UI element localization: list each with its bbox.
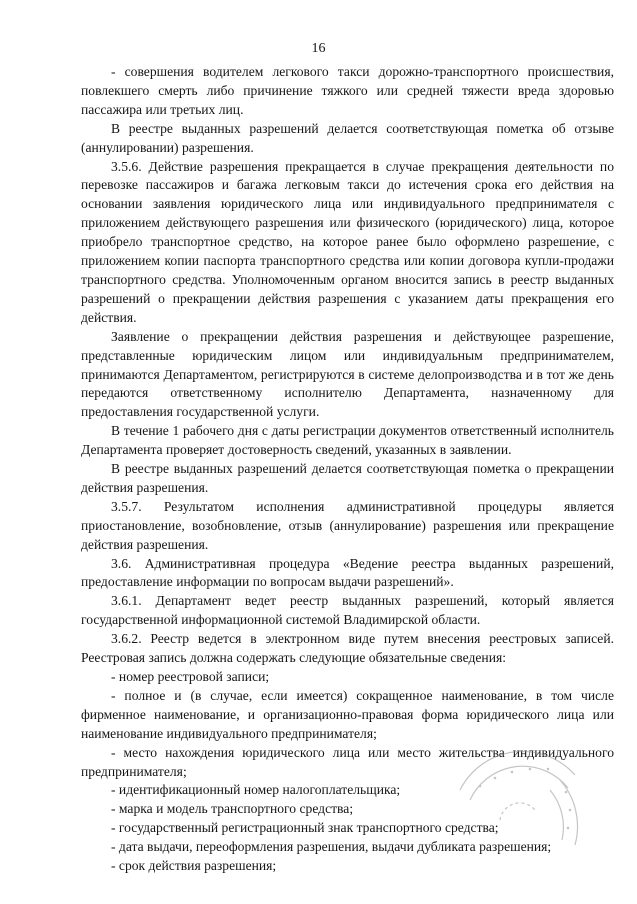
list-item-2: - полное и (в случае, если имеется) сокращенное наименование, в том числе фирменное наименование, и организационно-правовая форма юридического лица или наименование индивидуального предпринимателя; (81, 687, 614, 741)
page-number: 16 (311, 41, 326, 56)
paragraph-4: Заявление о прекращении действия разрешения и действующее разрешение, представленные юридическим лицом или индивидуальным предпринимателем, принимаются Департаментом, регистрируются в системе делопроизводства и в тот же день передаются ответственному исполнителю Департамента, назначенному для предоставления государственной услуги. (81, 328, 614, 420)
list-item-1: - номер реестровой записи; (111, 669, 270, 684)
paragraph-3: 3.5.6. Действие разрешения прекращается в случае прекращения деятельности по перевозке пассажиров и багажа легковым такси до истечения срока его действия на основании заявления юридического лица или индивидуального предпринимателя с приложением действующего разрешения или физического (юридического) лица, которое приобрело транспортное средство, на которое ранее было оформлено разрешение, с приложением копии паспорта транспортного средства или копии договора купли-продажи транспортного средства. Уполномоченным органом вносится запись в реестр выданных разрешений о прекращении действия разрешения с указанием даты прекращения его действия. (81, 158, 614, 325)
paragraph-1: - совершения водителем легкового такси дорожно-транспортного происшествия, повлекшего смерть либо причинение тяжкого или средней тяжести вреда здоровью пассажира или третьих лиц. (81, 64, 614, 117)
paragraph-8: 3.6. Административная процедура «Ведение реестра выданных разрешений, предоставление информации по вопросам выдачи разрешений». (81, 555, 614, 590)
paragraph-2: В реестре выданных разрешений делается соответствующая пометка об отзыве (аннулировании) разрешения. (81, 120, 614, 155)
paragraph-10: 3.6.2. Реестр ведется в электронном виде путем внесения реестровых записей. Реестровая запись должна содержать следующие обязательные сведения: (81, 631, 614, 666)
list-item-7: - дата выдачи, переоформления разрешения, выдачи дубликата разрешения; (111, 839, 552, 855)
list-item-4: - идентификационный номер налогоплательщика; (111, 782, 401, 798)
paragraph-5: В течение 1 рабочего дня с даты регистрации документов ответственный исполнитель Департамента проверяет достоверность сведений, указанных в заявлении. (81, 423, 614, 458)
paragraph-6: В реестре выданных разрешений делается соответствующая пометка о прекращении действия разрешения. (81, 461, 614, 495)
document-body (81, 63, 614, 876)
list-item-6: - государственный регистрационный знак транспортного средства; (111, 820, 499, 836)
list-item-8: - срок действия разрешения; (111, 858, 277, 874)
paragraph-7: 3.5.7. Результатом исполнения административной процедуры является приостановление, возобновление, отзыв (аннулирование) разрешения или прекращение действия разрешения. (81, 498, 614, 552)
paragraph-9: 3.6.1. Департамент ведет реестр выданных разрешений, который является государственной информационной системой Владимирской области. (81, 593, 614, 628)
list-item-5: - марка и модель транспортного средства; (111, 801, 354, 817)
list-item-3: - место нахождения юридического лица или место жительства индивидуального предпринимателя; (81, 744, 614, 779)
